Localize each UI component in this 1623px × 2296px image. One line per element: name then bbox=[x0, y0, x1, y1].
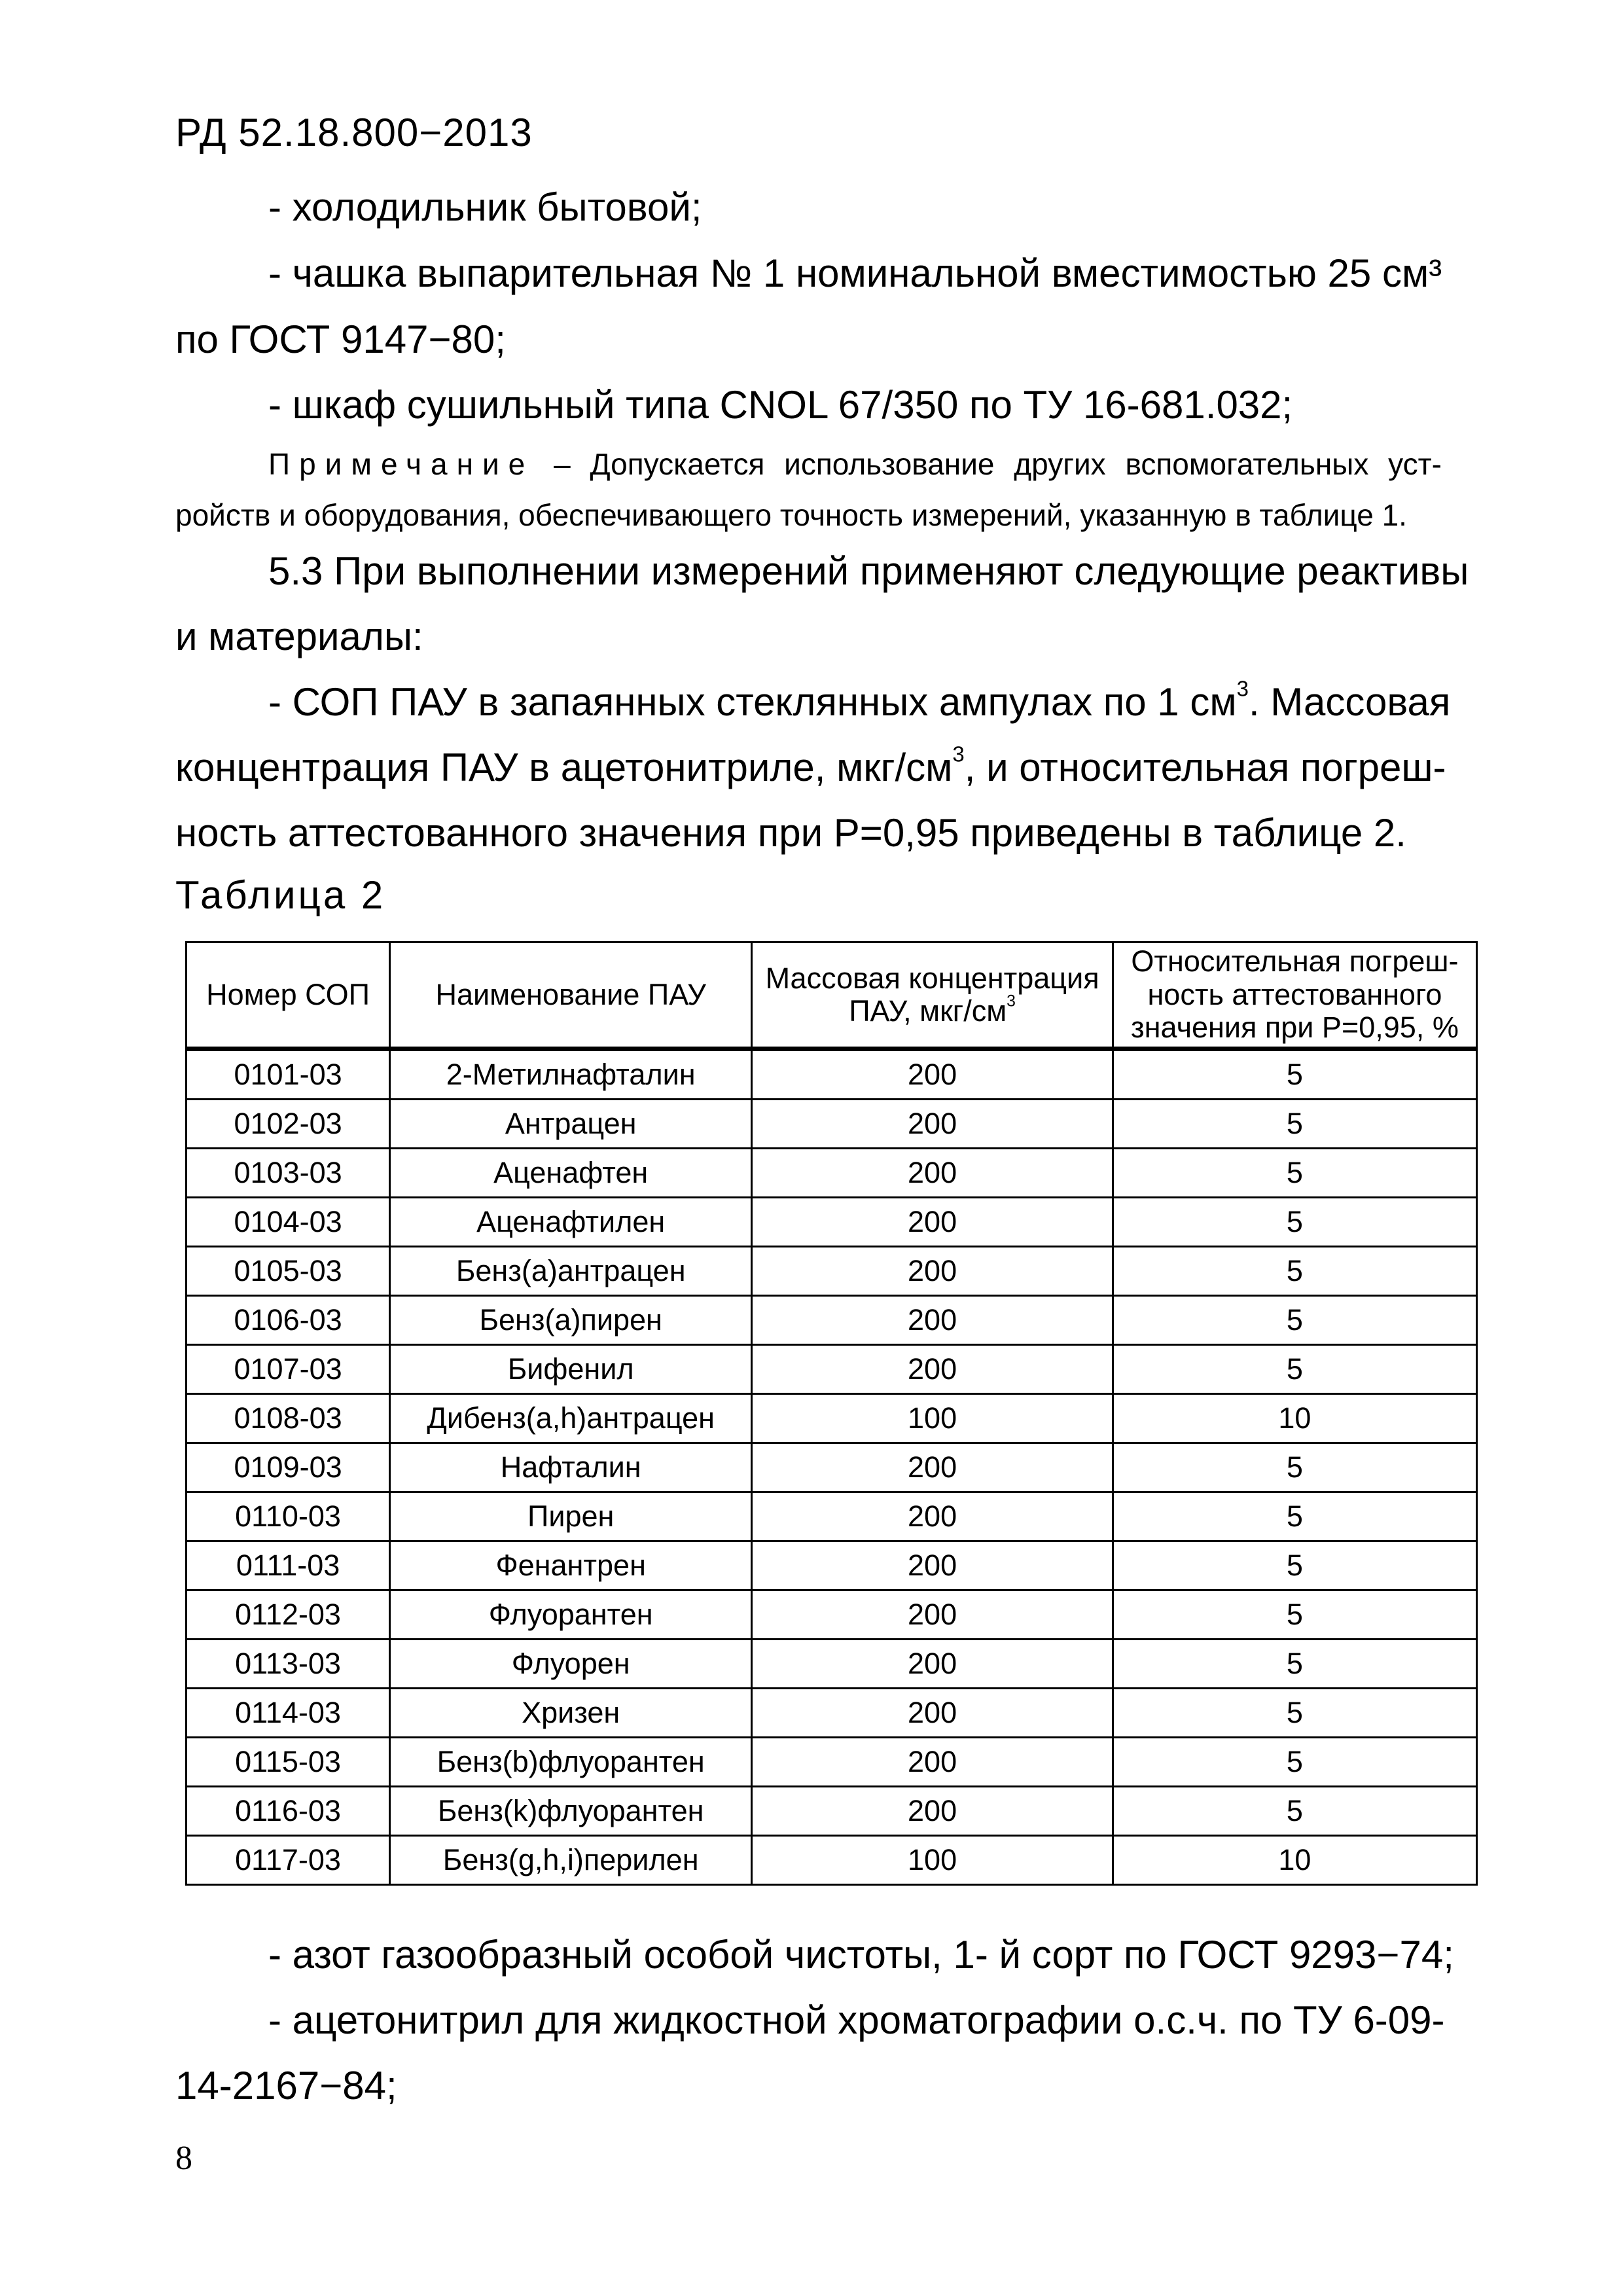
cell-pah-name: Бифенил bbox=[390, 1345, 752, 1394]
cell-pah-name: Флуорен bbox=[390, 1640, 752, 1689]
cell-sop-number: 0117-03 bbox=[187, 1836, 390, 1885]
header-col4-line1: Относительная погреш- bbox=[1131, 944, 1459, 978]
cell-concentration: 200 bbox=[752, 1247, 1113, 1296]
cell-pah-name: Пирен bbox=[390, 1492, 752, 1541]
header-mass-concentration bbox=[752, 942, 1113, 1049]
cell-sop-number: 0101-03 bbox=[187, 1049, 390, 1100]
cell-sop-number: 0110-03 bbox=[187, 1492, 390, 1541]
sop-line2 bbox=[175, 742, 1446, 790]
cell-sop-number: 0102-03 bbox=[187, 1100, 390, 1149]
sop-line2-tail: , и относительная погреш- bbox=[964, 745, 1446, 789]
table-row bbox=[187, 1049, 1477, 1100]
cell-concentration: 100 bbox=[752, 1836, 1113, 1885]
table-row bbox=[187, 1247, 1477, 1296]
cell-pah-name: Антрацен bbox=[390, 1100, 752, 1149]
sop-line2-sup: 3 bbox=[952, 742, 965, 766]
cell-pah-name: Дибенз(a,h)антрацен bbox=[390, 1394, 752, 1443]
cell-error: 5 bbox=[1113, 1247, 1476, 1296]
table-row bbox=[187, 1836, 1477, 1885]
sop-line2-text: концентрация ПАУ в ацетонитриле, мкг/см bbox=[175, 745, 953, 789]
sop-line1-sup: 3 bbox=[1236, 676, 1249, 701]
table-header-row bbox=[187, 942, 1477, 1049]
table-row bbox=[187, 1738, 1477, 1787]
list-item-acetonitrile-line1: - ацетонитрил для жидкостной хроматографии о.с.ч. по ТУ 6-09- bbox=[268, 1998, 1445, 2042]
cell-sop-number: 0107-03 bbox=[187, 1345, 390, 1394]
header-sop-number: Номер СОП bbox=[187, 942, 390, 1049]
table-row bbox=[187, 1345, 1477, 1394]
table-row bbox=[187, 1198, 1477, 1247]
cell-pah-name: Флуорантен bbox=[390, 1590, 752, 1640]
table-row bbox=[187, 1590, 1477, 1640]
cell-error: 5 bbox=[1113, 1345, 1476, 1394]
document-id: РД 52.18.800−2013 bbox=[175, 111, 533, 154]
header-col4-line3: значения при Р=0,95, % bbox=[1131, 1011, 1459, 1045]
cell-sop-number: 0112-03 bbox=[187, 1590, 390, 1640]
cell-concentration: 200 bbox=[752, 1149, 1113, 1198]
cell-sop-number: 0106-03 bbox=[187, 1296, 390, 1345]
section-5-3-line1: 5.3 При выполнении измерений применяют следующие реактивы bbox=[268, 549, 1469, 593]
list-item-acetonitrile-line2: 14-2167−84; bbox=[175, 2064, 397, 2108]
sop-line1 bbox=[268, 676, 1451, 725]
table-row bbox=[187, 1100, 1477, 1149]
cell-concentration: 200 bbox=[752, 1443, 1113, 1492]
note-label: Примечание bbox=[268, 447, 535, 481]
cell-sop-number: 0103-03 bbox=[187, 1149, 390, 1198]
cell-sop-number: 0111-03 bbox=[187, 1541, 390, 1590]
cell-pah-name: Аценафтилен bbox=[390, 1198, 752, 1247]
list-item-fridge: - холодильник бытовой; bbox=[268, 185, 702, 229]
cell-concentration: 200 bbox=[752, 1296, 1113, 1345]
data-table bbox=[185, 941, 1478, 1886]
list-item-nitrogen: - азот газообразный особой чистоты, 1- й сорт по ГОСТ 9293−74; bbox=[268, 1933, 1454, 1977]
cell-error: 5 bbox=[1113, 1689, 1476, 1738]
cell-sop-number: 0105-03 bbox=[187, 1247, 390, 1296]
sop-line3: ность аттестованного значения при Р=0,95 приведены в таблице 2. bbox=[175, 811, 1406, 855]
cell-concentration: 200 bbox=[752, 1787, 1113, 1836]
table-caption: Таблица 2 bbox=[175, 873, 386, 917]
cell-sop-number: 0115-03 bbox=[187, 1738, 390, 1787]
table-row bbox=[187, 1149, 1477, 1198]
cell-concentration: 200 bbox=[752, 1640, 1113, 1689]
table-row bbox=[187, 1787, 1477, 1836]
cell-pah-name: Бенз(b)флуорантен bbox=[390, 1738, 752, 1787]
table-row bbox=[187, 1541, 1477, 1590]
cell-pah-name: Аценафтен bbox=[390, 1149, 752, 1198]
list-item-dish-line1: - чашка выпарительная № 1 номинальной вместимостью 25 см³ bbox=[268, 251, 1442, 295]
page-number: 8 bbox=[175, 2140, 192, 2177]
table-row bbox=[187, 1394, 1477, 1443]
header-col4-line2: ность аттестованного bbox=[1147, 977, 1442, 1011]
list-item-oven: - шкаф сушильный типа CNOL 67/350 по ТУ 16-681.032; bbox=[268, 383, 1293, 427]
cell-error: 5 bbox=[1113, 1492, 1476, 1541]
cell-error: 5 bbox=[1113, 1049, 1476, 1100]
cell-concentration: 200 bbox=[752, 1689, 1113, 1738]
cell-error: 5 bbox=[1113, 1443, 1476, 1492]
table-row bbox=[187, 1296, 1477, 1345]
cell-pah-name: Хризен bbox=[390, 1689, 752, 1738]
cell-pah-name: Бенз(а)антрацен bbox=[390, 1247, 752, 1296]
cell-sop-number: 0104-03 bbox=[187, 1198, 390, 1247]
sop-line1-text: - СОП ПАУ в запаянных стеклянных ампулах по 1 см bbox=[268, 680, 1237, 724]
cell-pah-name: 2-Метилнафталин bbox=[390, 1049, 752, 1100]
table-row bbox=[187, 1443, 1477, 1492]
cell-sop-number: 0108-03 bbox=[187, 1394, 390, 1443]
table-row bbox=[187, 1492, 1477, 1541]
sop-line1-tail: . Массовая bbox=[1248, 680, 1451, 724]
cell-concentration: 200 bbox=[752, 1590, 1113, 1640]
section-5-3-line2: и материалы: bbox=[175, 615, 423, 658]
cell-error: 5 bbox=[1113, 1738, 1476, 1787]
cell-concentration: 200 bbox=[752, 1345, 1113, 1394]
cell-error: 5 bbox=[1113, 1100, 1476, 1149]
note-line1-text: – Допускается использование других вспомогательных уст- bbox=[554, 447, 1442, 481]
header-relative-error bbox=[1113, 942, 1476, 1049]
cell-concentration: 100 bbox=[752, 1394, 1113, 1443]
cell-concentration: 200 bbox=[752, 1492, 1113, 1541]
cell-pah-name: Бенз(g,h,i)перилен bbox=[390, 1836, 752, 1885]
cell-pah-name: Фенантрен bbox=[390, 1541, 752, 1590]
cell-error: 5 bbox=[1113, 1787, 1476, 1836]
cell-pah-name: Бенз(k)флуорантен bbox=[390, 1787, 752, 1836]
cell-concentration: 200 bbox=[752, 1198, 1113, 1247]
list-item-dish-line2: по ГОСТ 9147−80; bbox=[175, 317, 506, 361]
table-row bbox=[187, 1689, 1477, 1738]
cell-error: 5 bbox=[1113, 1590, 1476, 1640]
cell-error: 10 bbox=[1113, 1394, 1476, 1443]
cell-error: 5 bbox=[1113, 1149, 1476, 1198]
cell-sop-number: 0109-03 bbox=[187, 1443, 390, 1492]
table-row bbox=[187, 1640, 1477, 1689]
cell-pah-name: Бенз(а)пирен bbox=[390, 1296, 752, 1345]
note-line1 bbox=[268, 446, 1442, 482]
cell-concentration: 200 bbox=[752, 1049, 1113, 1100]
cell-error: 5 bbox=[1113, 1541, 1476, 1590]
header-col3-line1: Массовая концентрация bbox=[765, 961, 1099, 995]
cell-sop-number: 0114-03 bbox=[187, 1689, 390, 1738]
cell-error: 5 bbox=[1113, 1296, 1476, 1345]
cell-error: 5 bbox=[1113, 1640, 1476, 1689]
cell-concentration: 200 bbox=[752, 1100, 1113, 1149]
cell-concentration: 200 bbox=[752, 1738, 1113, 1787]
cell-pah-name: Нафталин bbox=[390, 1443, 752, 1492]
cell-sop-number: 0113-03 bbox=[187, 1640, 390, 1689]
header-col3-sup: 3 bbox=[1007, 992, 1016, 1011]
cell-error: 5 bbox=[1113, 1198, 1476, 1247]
table-body bbox=[187, 1049, 1477, 1885]
cell-error: 10 bbox=[1113, 1836, 1476, 1885]
cell-concentration: 200 bbox=[752, 1541, 1113, 1590]
header-pah-name: Наименование ПАУ bbox=[390, 942, 752, 1049]
note-line2: ройств и оборудования, обеспечивающего точность измерений, указанную в таблице 1. bbox=[175, 498, 1407, 532]
cell-sop-number: 0116-03 bbox=[187, 1787, 390, 1836]
header-col3-line2: ПАУ, мкг/см bbox=[849, 994, 1007, 1028]
